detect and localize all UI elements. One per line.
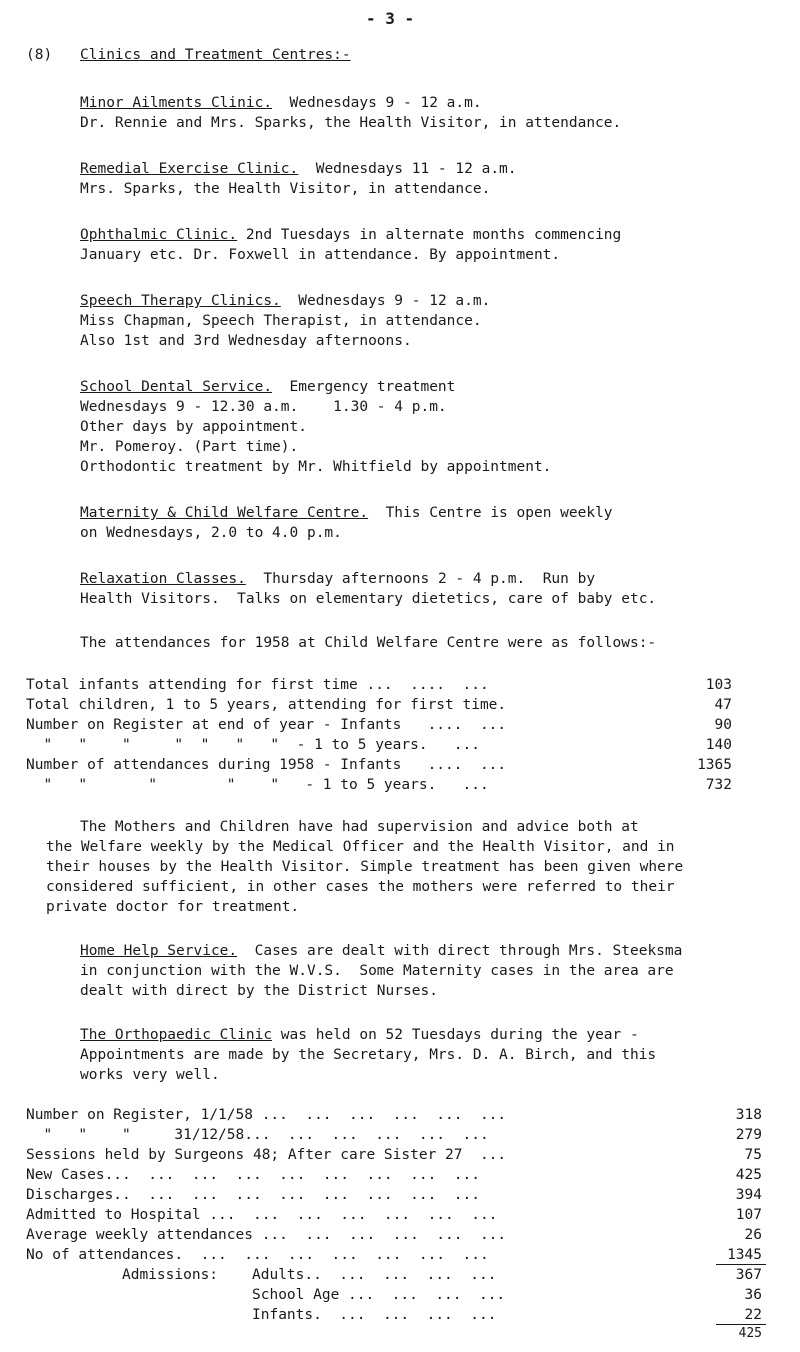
attendance-row-label: Number on Register at end of year - Infants .... ...	[26, 717, 507, 733]
page-number: - 3 -	[366, 9, 415, 28]
dental-line2: Wednesdays 9 - 12.30 a.m. 1.30 - 4 p.m.	[80, 399, 447, 415]
ortho-row-label: Average weekly attendances ... ... ... ... ... ...	[26, 1227, 507, 1243]
attendance-row-label: Number of attendances during 1958 - Infants .... ...	[26, 757, 507, 773]
dental-line3: Other days by appointment.	[80, 419, 307, 435]
remedial-exercise-clinic	[80, 160, 517, 178]
mothers-para-line: The Mothers and Children have had supervision and advice both at	[80, 819, 639, 835]
minor-heading: Minor Ailments Clinic.	[80, 95, 273, 111]
school-dental-service	[80, 378, 455, 396]
homehelp-line2: in conjunction with the W.V.S. Some Maternity cases in the area are	[80, 963, 674, 979]
ortho-text: was held on 52 Tuesdays during the year -	[280, 1027, 639, 1043]
ortho-row-value: 26	[744, 1227, 762, 1243]
minor-text: Wednesdays 9 - 12 a.m.	[289, 95, 482, 111]
speech-text: Wednesdays 9 - 12 a.m.	[298, 293, 491, 309]
orthopaedic-clinic	[80, 1026, 639, 1044]
relaxation-line2: Health Visitors. Talks on elementary dietetics, care of baby etc.	[80, 591, 657, 607]
attendance-row-value: 732	[705, 777, 732, 793]
ortho-line2: Appointments are made by the Secretary, Mrs. D. A. Birch, and this	[80, 1047, 657, 1063]
ortho-row-label: " " " 31/12/58... ... ... ... ... ...	[26, 1127, 489, 1143]
dental-text: Emergency treatment	[289, 379, 456, 395]
ortho-row-label: No of attendances. ... ... ... ... ... ... ...	[26, 1247, 489, 1263]
ortho-row-value: 425	[735, 1167, 762, 1183]
homehelp-text: Cases are dealt with direct through Mrs. Steeksma	[254, 943, 683, 959]
speech-line3: Also 1st and 3rd Wednesday afternoons.	[80, 333, 412, 349]
ortho-row-label: Admitted to Hospital ... ... ... ... ... ... ...	[26, 1207, 498, 1223]
ortho-row-value: 318	[735, 1107, 762, 1123]
homehelp-line3: dealt with direct by the District Nurses.	[80, 983, 438, 999]
admissions-row-label: Infants. ... ... ... ...	[252, 1307, 497, 1323]
ophthalmic-heading: Ophthalmic Clinic.	[80, 227, 238, 243]
ortho-row-value: 394	[735, 1187, 762, 1203]
maternity-heading: Maternity & Child Welfare Centre.	[80, 505, 369, 521]
ortho-row-label: Discharges.. ... ... ... ... ... ... ... ...	[26, 1187, 480, 1203]
ortho-heading: The Orthopaedic Clinic	[80, 1027, 273, 1043]
ophthalmic-clinic	[80, 226, 621, 244]
mothers-para-line: the Welfare weekly by the Medical Officer and the Health Visitor, and in	[46, 839, 675, 855]
attendance-row-value: 1365	[697, 757, 732, 773]
attendance-row-label: Total infants attending for first time ... .... ...	[26, 677, 489, 693]
dental-line5: Orthodontic treatment by Mr. Whitfield by appointment.	[80, 459, 552, 475]
ortho-row-value: 279	[735, 1127, 762, 1143]
minor-line2: Dr. Rennie and Mrs. Sparks, the Health Visitor, in attendance.	[80, 115, 622, 131]
relaxation-text: Thursday afternoons 2 - 4 p.m. Run by	[263, 571, 596, 587]
remedial-text: Wednesdays 11 - 12 a.m.	[315, 161, 517, 177]
admissions-row-value: 367	[735, 1267, 762, 1283]
attendance-row-value: 47	[714, 697, 732, 713]
attendance-row-label: " " " " " " " - 1 to 5 years. ...	[26, 737, 480, 753]
total-rule	[716, 1264, 766, 1265]
total-rule	[716, 1324, 766, 1325]
section-number: (8)	[26, 47, 53, 63]
remedial-line2: Mrs. Sparks, the Health Visitor, in attendance.	[80, 181, 491, 197]
ophthalmic-line2: January etc. Dr. Foxwell in attendance. By appointment.	[80, 247, 561, 263]
mothers-para-line: their houses by the Health Visitor. Simple treatment has been given where	[46, 859, 684, 875]
admissions-row-value: 36	[744, 1287, 762, 1303]
maternity-text: This Centre is open weekly	[385, 505, 613, 521]
relaxation-classes	[80, 570, 595, 588]
admissions-row-label: Adults.. ... ... ... ...	[252, 1267, 497, 1283]
dental-line4: Mr. Pomeroy. (Part time).	[80, 439, 299, 455]
dental-heading: School Dental Service.	[80, 379, 273, 395]
ortho-row-value: 1345	[727, 1247, 762, 1263]
attendance-row-value: 140	[705, 737, 732, 753]
mothers-para-line: considered sufficient, in other cases the mothers were referred to their	[46, 879, 675, 895]
ophthalmic-text: 2nd Tuesdays in alternate months commencing	[245, 227, 622, 243]
home-help-service	[80, 942, 682, 960]
attendances-intro: The attendances for 1958 at Child Welfare Centre were as follows:-	[80, 635, 657, 651]
speech-line2: Miss Chapman, Speech Therapist, in attendance.	[80, 313, 482, 329]
attendance-row-value: 103	[705, 677, 732, 693]
admissions-total: 425	[738, 1326, 762, 1341]
minor-ailments-clinic	[80, 94, 482, 112]
maternity-line2: on Wednesdays, 2.0 to 4.0 p.m.	[80, 525, 342, 541]
homehelp-heading: Home Help Service.	[80, 943, 238, 959]
speech-therapy-clinics	[80, 292, 490, 310]
speech-heading: Speech Therapy Clinics.	[80, 293, 281, 309]
remedial-heading: Remedial Exercise Clinic.	[80, 161, 299, 177]
admissions-label: Admissions:	[122, 1267, 219, 1283]
admissions-row-value: 22	[744, 1307, 762, 1323]
attendance-row-value: 90	[714, 717, 732, 733]
attendance-row-label: Total children, 1 to 5 years, attending for first time.	[26, 697, 507, 713]
relaxation-heading: Relaxation Classes.	[80, 571, 246, 587]
ortho-row-value: 75	[744, 1147, 762, 1163]
mothers-para-line: private doctor for treatment.	[46, 899, 300, 915]
ortho-row-label: Number on Register, 1/1/58 ... ... ... ... ... ...	[26, 1107, 507, 1123]
maternity-child-welfare-centre	[80, 504, 613, 522]
ortho-row-label: New Cases... ... ... ... ... ... ... ... ...	[26, 1167, 480, 1183]
ortho-row-value: 107	[735, 1207, 762, 1223]
attendance-row-label: " " " " " - 1 to 5 years. ...	[26, 777, 489, 793]
ortho-line3: works very well.	[80, 1067, 220, 1083]
section-title: Clinics and Treatment Centres:-	[80, 47, 351, 63]
admissions-row-label: School Age ... ... ... ...	[252, 1287, 506, 1303]
ortho-row-label: Sessions held by Surgeons 48; After care Sister 27 ...	[26, 1147, 507, 1163]
